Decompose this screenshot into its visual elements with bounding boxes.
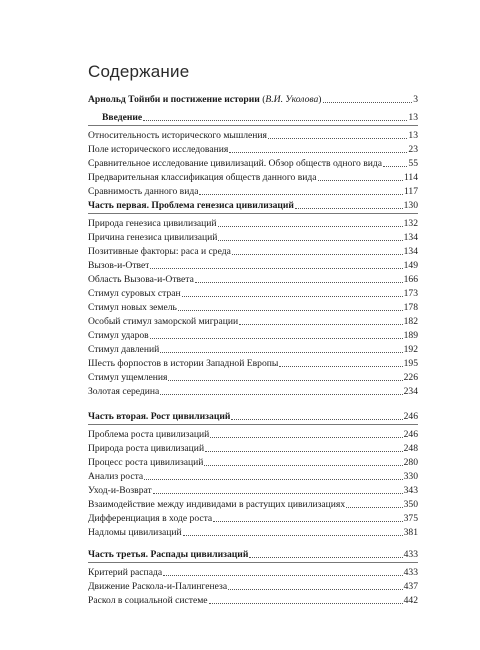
- toc-entry-page: 189: [403, 330, 418, 341]
- toc-entry-page: 13: [408, 112, 418, 123]
- toc-entry[interactable]: [88, 579, 418, 593]
- toc-entry-title: Арнольд Тойнби и постижение истории (В.И. Уколова): [88, 94, 322, 105]
- toc-entry-title: Природа генезиса цивилизаций: [88, 218, 217, 229]
- dot-leader: [199, 194, 402, 195]
- toc-entry-page: 173: [403, 288, 418, 299]
- toc-entry[interactable]: [88, 356, 418, 370]
- toc-entry-title: Взаимодействие между индивидами в растущих цивилизациях: [88, 499, 346, 510]
- toc-entry-page: 3: [413, 94, 418, 105]
- dot-leader: [383, 166, 407, 167]
- toc-entry-title: Золотая середина: [88, 386, 160, 397]
- dot-leader: [210, 437, 402, 438]
- toc-entry-title: Движение Раскола-и-Палингенеза: [88, 581, 228, 592]
- toc-entry-page: 55: [408, 158, 418, 169]
- toc-entry-title: Сравнительное исследование цивилизаций. Обзор обществ одного вида: [88, 158, 383, 169]
- dot-leader: [160, 352, 402, 353]
- dot-leader: [249, 557, 402, 558]
- toc-entry-title: Дифференциация в ходе роста: [88, 513, 213, 524]
- dot-leader: [204, 465, 402, 466]
- toc-entry-page: 192: [403, 344, 418, 355]
- toc-entry-page: 433: [403, 567, 418, 578]
- toc-entry-title: Надломы цивилизаций: [88, 527, 182, 538]
- dot-leader: [231, 419, 402, 420]
- toc-entry-title: Стимул ударов: [88, 330, 149, 341]
- toc-entry[interactable]: [88, 244, 418, 258]
- toc-entry-page: 248: [403, 443, 418, 454]
- dot-leader: [268, 138, 407, 139]
- toc-entry[interactable]: [88, 342, 418, 356]
- toc-entry[interactable]: [88, 511, 418, 525]
- toc-entry-page: 350: [403, 499, 418, 510]
- toc-entry[interactable]: [88, 170, 418, 184]
- toc-entry-title: Позитивные факторы: раса и среда: [88, 246, 231, 257]
- toc-entry-page: 280: [403, 457, 418, 468]
- toc-entry[interactable]: [88, 370, 418, 384]
- toc-entry[interactable]: [88, 525, 418, 539]
- toc-entry[interactable]: [88, 184, 418, 198]
- toc-entry-title: Особый стимул заморской миграции: [88, 316, 239, 327]
- toc-entry-title: Относительность исторического мышления: [88, 130, 267, 141]
- toc-entry-title: Критерий распада: [88, 567, 163, 578]
- dot-leader: [153, 493, 403, 494]
- toc-entry-page: 134: [403, 246, 418, 257]
- dot-leader: [195, 282, 403, 283]
- toc-entry[interactable]: [88, 300, 418, 314]
- dot-leader: [178, 310, 403, 311]
- section-divider: [88, 213, 418, 214]
- toc-entry[interactable]: [88, 328, 418, 342]
- toc-entry-page: 195: [403, 358, 418, 369]
- toc-entry-page: 433: [403, 549, 418, 560]
- dot-leader: [232, 254, 403, 255]
- toc-entry-page: 13: [408, 130, 418, 141]
- dot-leader: [205, 451, 403, 452]
- toc-entry[interactable]: [88, 272, 418, 286]
- toc-entry-page: 23: [408, 144, 418, 155]
- dot-leader: [218, 226, 403, 227]
- toc-entry-title: Стимул новых земель: [88, 302, 177, 313]
- dot-leader: [209, 603, 403, 604]
- toc-entry[interactable]: [88, 427, 418, 441]
- dot-leader: [228, 589, 403, 590]
- toc-entry[interactable]: [88, 455, 418, 469]
- dot-leader: [279, 366, 402, 367]
- toc-entry-page: 234: [403, 386, 418, 397]
- toc-entry-page: 343: [403, 485, 418, 496]
- dot-leader: [163, 575, 403, 576]
- toc-section-heading[interactable]: [88, 198, 418, 212]
- toc-entry-page: 246: [403, 411, 418, 422]
- toc-entry[interactable]: [88, 593, 418, 607]
- toc-entry[interactable]: [88, 216, 418, 230]
- toc-entry-title: Шесть форпостов в истории Западной Европы: [88, 358, 279, 369]
- section-divider: [88, 562, 418, 563]
- toc-entry-title: Процесс роста цивилизаций: [88, 457, 204, 468]
- dot-leader: [160, 394, 402, 395]
- toc-entry-page: 330: [403, 471, 418, 482]
- toc-entry[interactable]: [88, 384, 418, 398]
- toc-entry[interactable]: [88, 565, 418, 579]
- dot-leader: [218, 240, 402, 241]
- toc-entry-title: Стимул ущемления: [88, 372, 168, 383]
- toc-entry-page: 149: [403, 260, 418, 271]
- toc-entry-page: 114: [403, 172, 418, 183]
- toc-section-heading[interactable]: [88, 547, 418, 561]
- toc-entry-title: Сравнимость данного вида: [88, 186, 199, 197]
- toc-entry-page: 134: [403, 232, 418, 243]
- toc-entry-page: 437: [403, 581, 418, 592]
- toc-entry-page: 375: [403, 513, 418, 524]
- toc-entry-title: Часть третья. Распады цивилизаций: [88, 549, 249, 560]
- toc-section-heading[interactable]: [88, 409, 418, 423]
- toc-entry[interactable]: [88, 497, 418, 511]
- toc-entry-page: 178: [403, 302, 418, 313]
- toc-section-heading[interactable]: [102, 110, 418, 124]
- dot-leader: [182, 296, 403, 297]
- section-divider: [88, 125, 418, 126]
- toc-entry-title: Поле исторического исследования: [88, 144, 229, 155]
- dot-leader: [295, 208, 403, 209]
- toc-entry-page: 182: [403, 316, 418, 327]
- toc-entry-page: 130: [403, 200, 418, 211]
- toc-entry-title: Часть первая. Проблема генезиса цивилизаций: [88, 200, 294, 211]
- page-title: Содержание: [88, 62, 190, 81]
- toc-entry-title: Уход-и-Возврат: [88, 485, 152, 496]
- toc-entry-title: Анализ роста: [88, 471, 144, 482]
- dot-leader: [168, 380, 402, 381]
- toc-entry-page: 132: [403, 218, 418, 229]
- toc-entry[interactable]: [88, 469, 418, 483]
- toc-entry[interactable]: [88, 286, 418, 300]
- toc-entry-title: Стимул суровых стран: [88, 288, 181, 299]
- toc-entry[interactable]: [88, 314, 418, 328]
- toc-entry-title: Часть вторая. Рост цивилизаций: [88, 411, 231, 422]
- toc-entry-page: 117: [403, 186, 418, 197]
- dot-leader: [144, 479, 402, 480]
- toc-entry-title: Предварительная классификация обществ данного вида: [88, 172, 317, 183]
- toc-entry-title: Раскол в социальной системе: [88, 595, 208, 606]
- toc-entry-page: 246: [403, 429, 418, 440]
- toc-entry[interactable]: [88, 156, 418, 170]
- dot-leader: [318, 180, 403, 181]
- dot-leader: [143, 120, 407, 121]
- toc-entry-title: Введение: [102, 112, 143, 123]
- toc-entry-title: Стимул давлений: [88, 344, 160, 355]
- toc-entry[interactable]: [88, 441, 418, 455]
- toc-entry[interactable]: [88, 230, 418, 244]
- toc-entry-title: Природа роста цивилизаций: [88, 443, 205, 454]
- toc-entry[interactable]: [88, 258, 418, 272]
- dot-leader: [346, 507, 402, 508]
- dot-leader: [213, 521, 402, 522]
- dot-leader: [229, 152, 407, 153]
- toc-entry[interactable]: [88, 483, 418, 497]
- toc-entry-title: Проблема роста цивилизаций: [88, 429, 210, 440]
- dot-leader: [183, 535, 403, 536]
- toc-entry[interactable]: [88, 142, 418, 156]
- toc-entry[interactable]: [88, 128, 418, 142]
- dot-leader: [150, 338, 403, 339]
- dot-leader: [150, 268, 402, 269]
- toc-entry-page: 381: [403, 527, 418, 538]
- toc-entry-title: Область Вызова-и-Ответа: [88, 274, 194, 285]
- toc-entry-page: 166: [403, 274, 418, 285]
- toc-entry-title: Вызов-и-Ответ: [88, 260, 150, 271]
- toc-entry-title: Причина генезиса цивилизаций: [88, 232, 218, 243]
- section-divider: [88, 424, 418, 425]
- toc-entry-page: 226: [403, 372, 418, 383]
- toc-entry-page: 442: [403, 595, 418, 606]
- dot-leader: [239, 324, 402, 325]
